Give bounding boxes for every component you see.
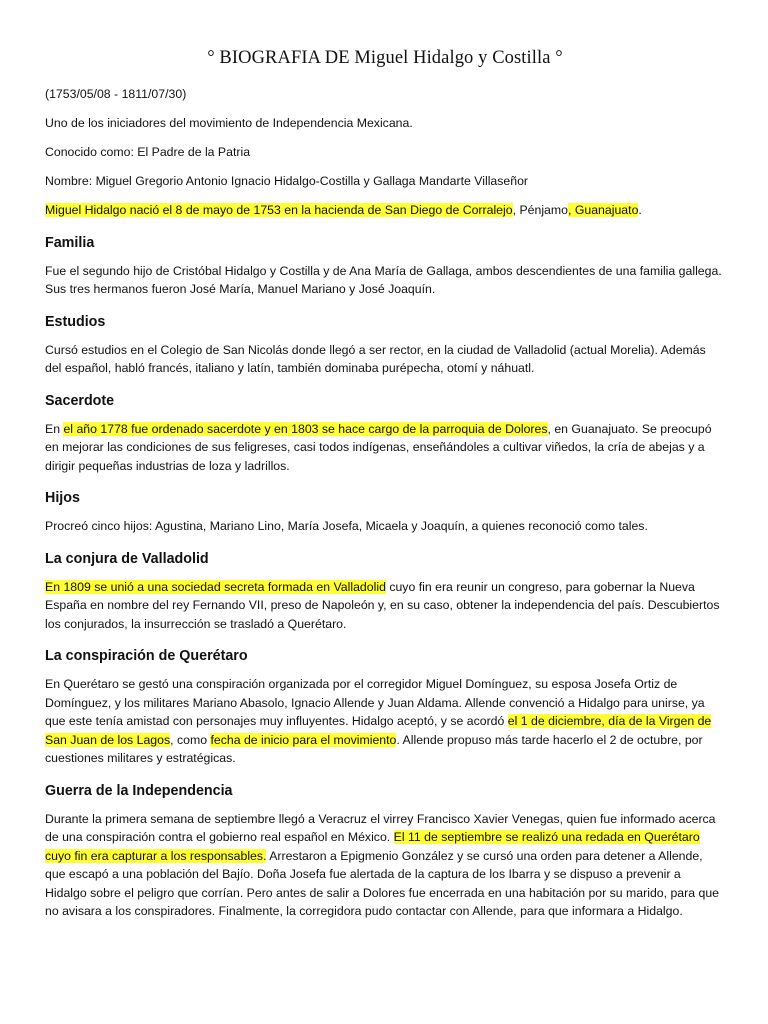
- text-run: Fue el segundo hijo de Cristóbal Hidalgo y Costilla y de Ana María de Gallaga, ambos descendientes de una familia gallega. Sus tres hermanos fueron José María, Manuel Mariano y José Joaquín.: [45, 263, 722, 296]
- section-heading: La conjura de Valladolid: [45, 550, 209, 567]
- life-dates: (1753/05/08 - 1811/07/30): [45, 87, 187, 101]
- section-familia: [45, 234, 725, 299]
- section-heading: Hijos: [45, 490, 80, 506]
- highlighted-text: Miguel Hidalgo nació el 8 de mayo de 1753 en la hacienda de San Diego de Corralejo: [45, 203, 513, 217]
- section-heading: Estudios: [45, 313, 106, 330]
- section-paragraph: [45, 675, 725, 768]
- sections-container: [45, 234, 725, 921]
- birth-line: [45, 201, 725, 220]
- text-run: , Pénjamo: [512, 203, 568, 217]
- section-conjura-valladolid: [45, 550, 725, 634]
- section-estudios: [45, 313, 725, 378]
- text-run: Arrestaron a Epigmenio González y se cursó una orden para detener a Allende, que escapó a una población del Bajío. Doña Josefa fue alertada de la captura de los Ibarra y se dispuso a prevenir a Hidalgo sobre el peligro que corrían. Pero antes de salir a Dolores fue encerrada en una habitación por su marido, para que no avisara a los conspiradores. Finalmente, la corregidora pudo contactar con Allende, para que informara a Hidalgo.: [45, 848, 720, 918]
- section-heading: Guerra de la Independencia: [45, 782, 233, 799]
- section-paragraph: [45, 517, 725, 536]
- text-run: En: [45, 421, 64, 436]
- text-run: , como: [170, 732, 211, 747]
- summary-line: Uno de los iniciadores del movimiento de Independencia Mexicana.: [45, 116, 413, 130]
- text-run: .: [638, 203, 642, 217]
- document-title: ° BIOGRAFIA DE Miguel Hidalgo y Costilla °: [207, 48, 563, 68]
- highlighted-text: En 1809 se unió a una sociedad secreta formada en Valladolid: [45, 579, 386, 594]
- text-run: Cursó estudios en el Colegio de San Nicolás donde llegó a ser rector, en la ciudad de Valladolid (actual Morelia). Además del español, habló francés, italiano y latín, también dominaba purépecha, otomí y náhuatl.: [45, 342, 706, 375]
- section-heading: La conspiración de Querétaro: [45, 648, 248, 664]
- section-paragraph: [45, 341, 725, 378]
- text-run: Procreó cinco hijos: Agustina, Mariano Lino, María Josefa, Micaela y Joaquín, a quienes reconoció como tales.: [45, 519, 648, 533]
- text-run: En Querétaro se gestó una conspiración organizada por el corregidor Miguel Domínguez, su esposa Josefa Ortiz de Domínguez, y los militares Mariano Abasolo, Ignacio Allende y Juan Aldama. Allende convenció a Hidalgo para unirse, ya que este tenía amistad con personajes muy influyentes. Hidalgo aceptó, y se acordó: [45, 677, 705, 728]
- section-paragraph: [45, 578, 725, 634]
- section-conspiracion-queretaro: [45, 647, 725, 768]
- text-run: Durante la primera semana de septiembre llegó a Veracruz el virrey Francisco Xavier Venegas, quien fue informado acerca de una conspiración contra el gobierno real español en México.: [45, 811, 716, 844]
- section-hijos: [45, 489, 725, 536]
- section-paragraph: [45, 810, 725, 921]
- text-run: cuyo fin era reunir un congreso, para gobernar la Nueva España en nombre del rey Fernando VII, preso de Napoleón y, en su caso, obtener la independencia del país. Descubiertos los conjurados, la insurrección se trasladó a Querétaro.: [45, 579, 720, 631]
- text-run: , en Guanajuato. Se preocupó en mejorar las condiciones de sus feligreses, casi todos indígenas, enseñándoles a cultivar viñedos, la cría de abejas y a dirigir pequeñas industrias de loza y ladrillos.: [45, 421, 712, 473]
- highlighted-text: el 1 de diciembre, día de la Virgen de San Juan de los Lagos: [45, 714, 712, 747]
- section-heading: Familia: [45, 234, 95, 251]
- section-paragraph: [45, 420, 725, 476]
- highlighted-text: fecha de inicio para el movimiento: [210, 732, 397, 747]
- section-sacerdote: [45, 392, 725, 476]
- text-run: . Allende propuso más tarde hacerlo el 2 de octubre, por cuestiones militares y estratégicas.: [45, 732, 703, 765]
- section-heading: Sacerdote: [45, 392, 115, 409]
- full-name-line: Nombre: Miguel Gregorio Antonio Ignacio Hidalgo-Costilla y Gallaga Mandarte Villaseñor: [45, 174, 529, 188]
- highlighted-text: , Guanajuato: [567, 203, 639, 217]
- section-guerra-independencia: [45, 782, 725, 921]
- highlighted-text: El 11 de septiembre se realizó una redada en Querétaro cuyo fin era capturar a los responsables.: [45, 830, 700, 863]
- section-paragraph: [45, 262, 725, 299]
- known-as-line: Conocido como: El Padre de la Patria: [45, 145, 251, 159]
- highlighted-text: el año 1778 fue ordenado sacerdote y en 1803 se hace cargo de la parroquia de Dolores: [63, 421, 548, 436]
- document-page: [45, 48, 725, 921]
